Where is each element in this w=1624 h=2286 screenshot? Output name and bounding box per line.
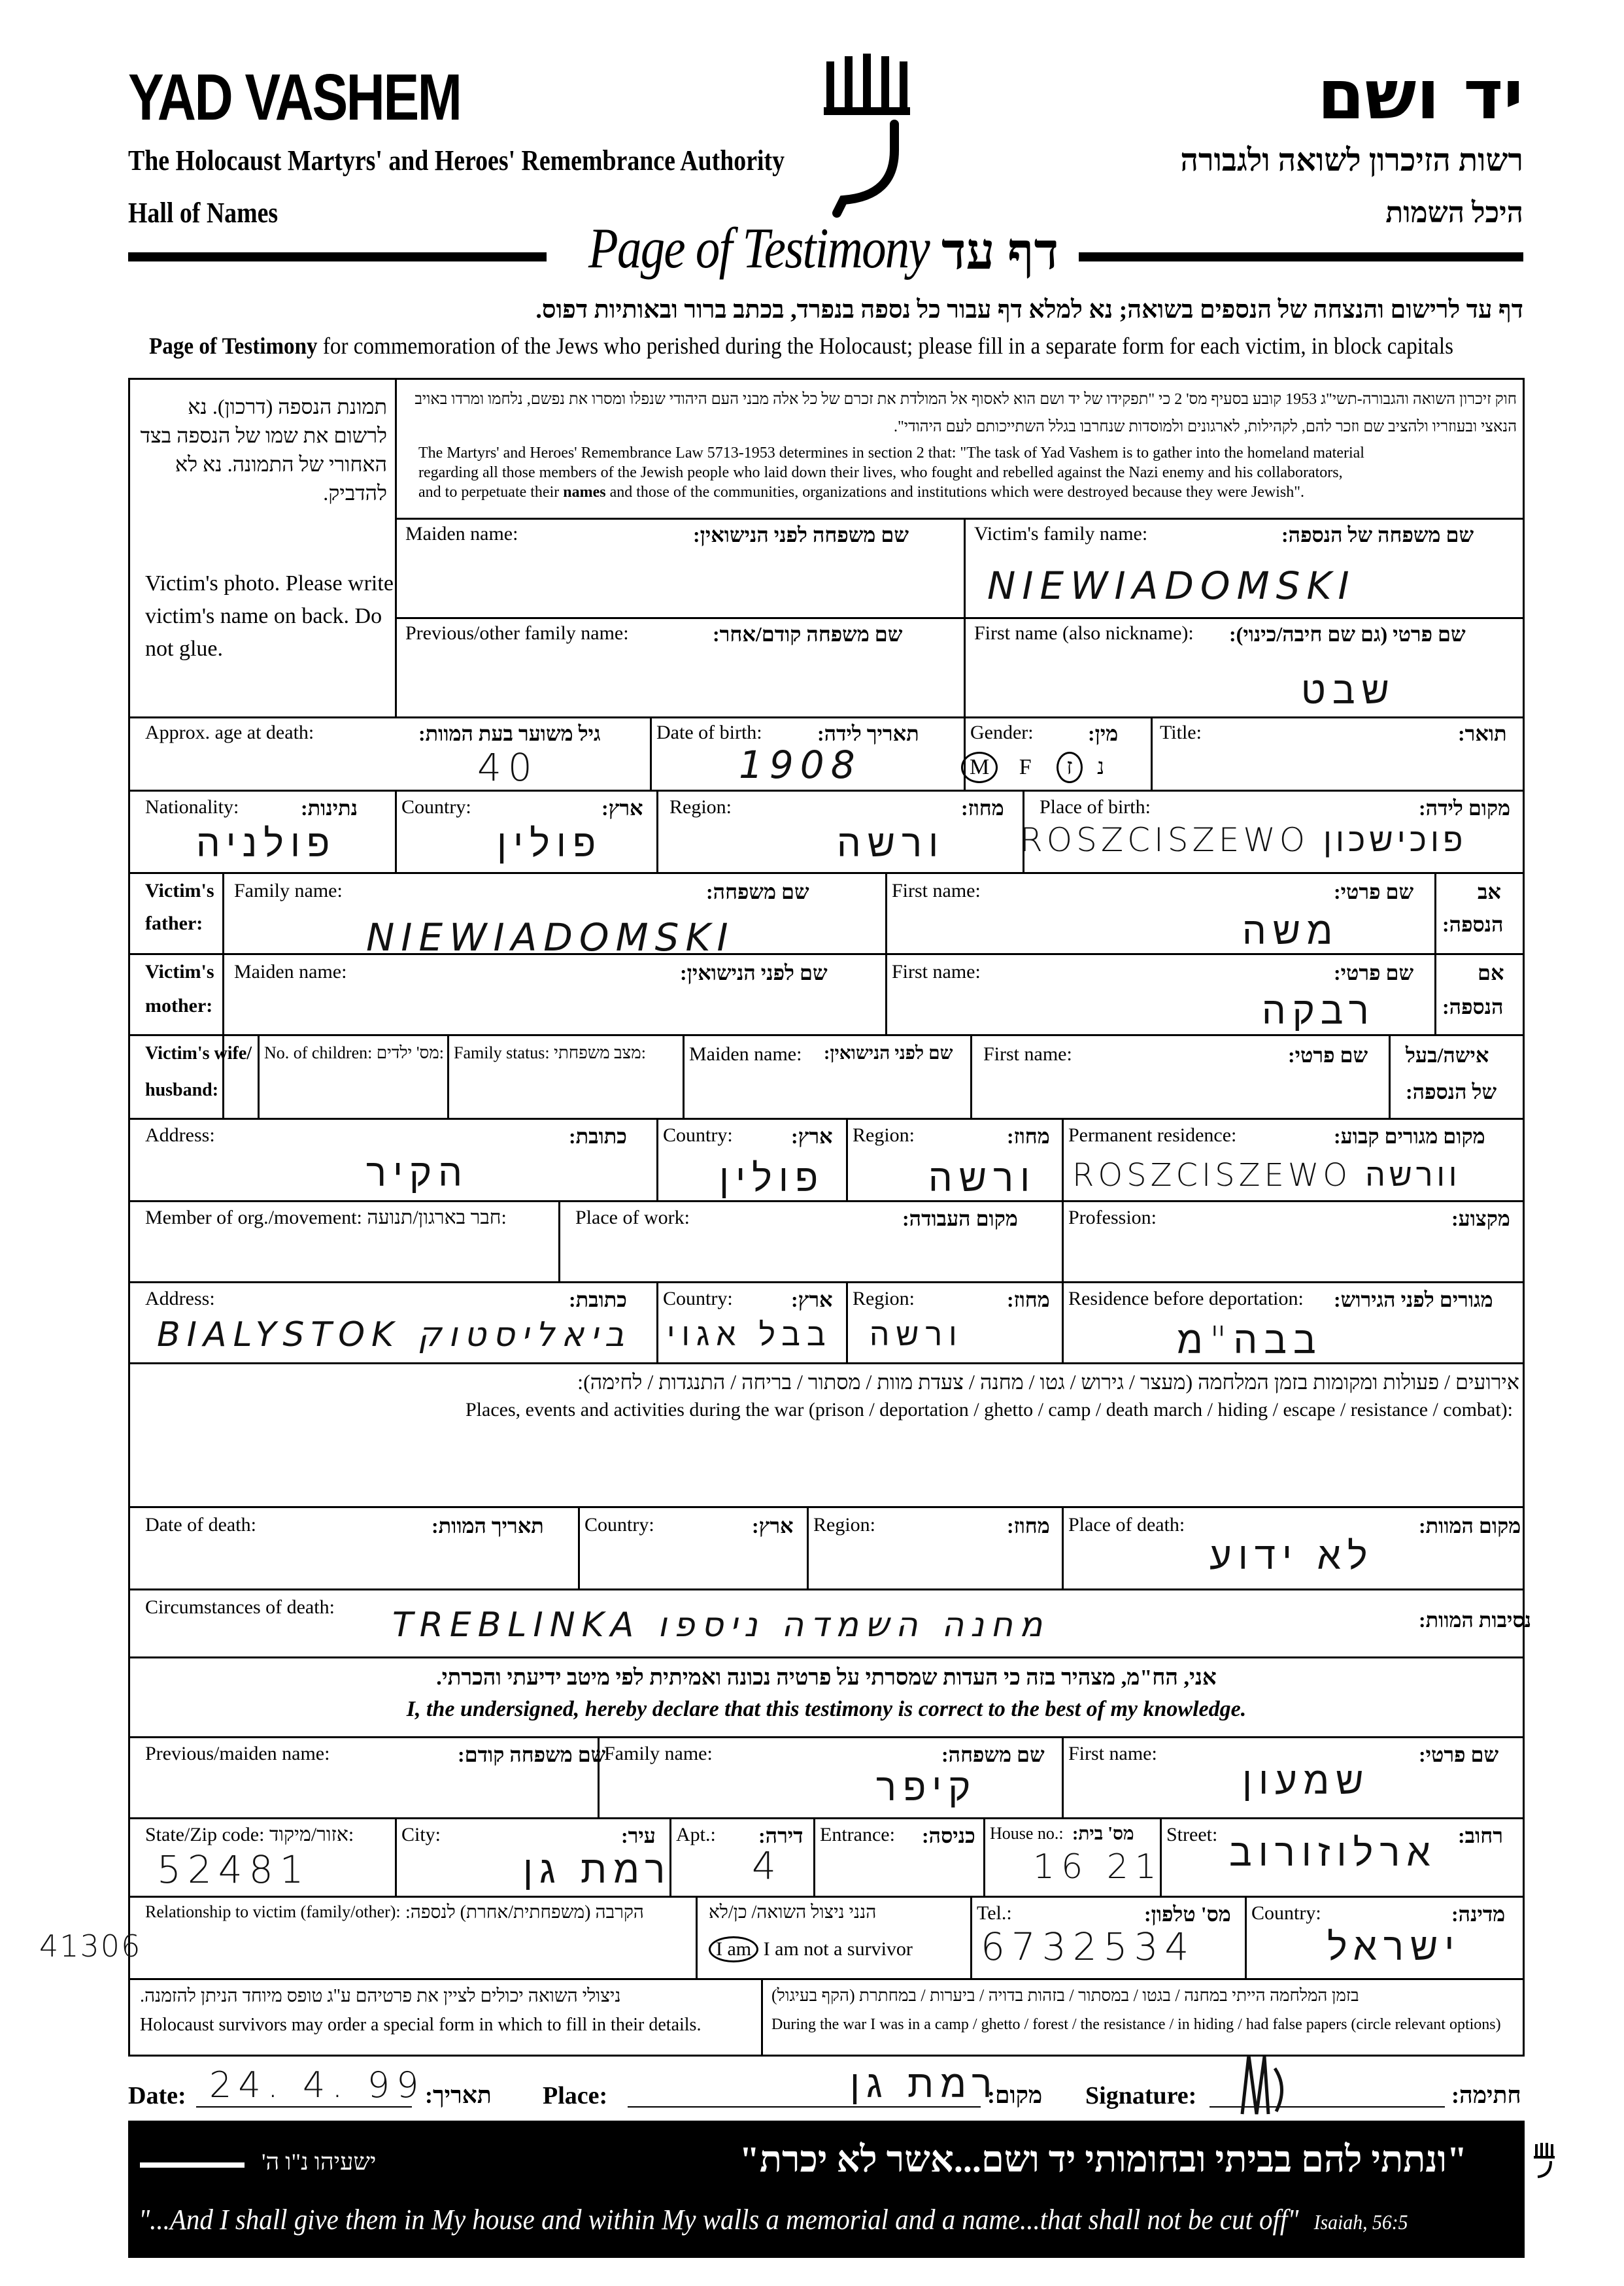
street-value[interactable]: ארלוזורוב [1229, 1830, 1437, 1875]
profession-label: Profession: [1068, 1207, 1157, 1228]
sub-family-value[interactable]: קיפר [876, 1765, 977, 1809]
during-war-en: During the war I was in a camp / ghetto / forest / the resistance / in hiding / had false papers (circle relevant options) [771, 2016, 1501, 2033]
gender-f[interactable]: F [1019, 755, 1032, 779]
during-war-he: בזמן המלחמה הייתי במחנה / בגטו / במסתור / בזהות בדויה / ביערות / במחתרת (הקף בעיגול) [771, 1986, 1359, 2005]
gender-options[interactable] [961, 752, 1104, 783]
sub-first-label: First name: [1068, 1743, 1157, 1764]
law-text-en-1: The Martyrs' and Heroes' Remembrance Law 5713-1953 determines in section 2 that: "The task of Yad Vashem is to gather into the homeland material [418, 445, 1364, 462]
father-first-value[interactable]: משה [1242, 909, 1340, 953]
addr-region-label: Region: [853, 1124, 915, 1146]
previous-family-name-label: Previous/other family name: [405, 622, 629, 644]
yad-vashem-logo [817, 52, 922, 222]
addr-country-label: Country: [663, 1124, 733, 1146]
relationship-label: Relationship to victim (family/other): [145, 1902, 401, 1921]
title-label: Title: [1160, 722, 1202, 743]
law-text-en-3b: names [563, 484, 606, 501]
father-family-value[interactable]: NIEWIADOMSKI [366, 915, 735, 960]
maiden-name-label: Maiden name: [405, 523, 518, 545]
entrance-label: Entrance: [820, 1824, 895, 1845]
age-label-he: גיל משוער בעת המוות: [418, 722, 601, 745]
spouse-first-label: First name: [983, 1043, 1072, 1065]
circ-label-he: נסיבות המוות: [1419, 1608, 1532, 1632]
law-text-he: חוק זיכרון השואה והגבורה-תשי"ג 1953 קובע בסעיף מס' 2 כי "תפקידו של יד ושם הוא לאסוף אל המולדת את זכרם של כל אלה מבני העם היהודי שנפלו ומסרו את נפשם, נלחמו ומרדו באויב הנאצי ובעוזריו ולהציב שם וזכר להם, לקהילות, לארגונים ולמוסדות שנחרבו בגלל השתייכותם לעם היהודי". [414, 391, 1517, 435]
sub-family-label-he: שם משפחה: [941, 1743, 1045, 1766]
victims-father-label-1: Victim's [145, 880, 214, 901]
victim-family-name-label-he: שם משפחה של הנספה: [1281, 523, 1474, 546]
survivor-no[interactable]: I am not a survivor [763, 1938, 913, 1960]
apt-label: Apt.: [676, 1824, 716, 1845]
region-label: Region: [669, 796, 732, 818]
house-label: House no.: [990, 1824, 1064, 1843]
gender-label-he: מין: [1088, 722, 1119, 745]
title-label-he: תואר: [1458, 722, 1507, 745]
res-dep-label: Residence before deportation: [1068, 1288, 1304, 1309]
dod-label-he: תאריך המוות: [431, 1514, 544, 1538]
gender-n[interactable]: נ [1097, 755, 1105, 779]
tel-label-he: מס' טלפון: [1144, 1902, 1231, 1926]
house-label-he: מס' בית: [1072, 1824, 1134, 1844]
father-first-label: First name: [892, 880, 981, 901]
member-label-he: חבר בארגון/תנועה: [367, 1207, 507, 1228]
house-value[interactable]: 16 21 [1033, 1847, 1163, 1887]
footer-quote-he: "ונתתי להם בביתי ובחומותי יד ושם...אשר לא יכרת" [739, 2140, 1467, 2180]
perm-res-label: Permanent residence: [1068, 1124, 1237, 1146]
father-first-label-he: שם פרטי: [1334, 880, 1414, 903]
addr-region-value[interactable]: ורשה [928, 1156, 1037, 1200]
nationality-label-he: נתינות: [301, 796, 358, 820]
pob-label: Place of birth: [1040, 796, 1151, 818]
footer-cite-he: ישעיהו נ"ו ה' [262, 2149, 377, 2175]
dep-country-label-he: ארץ: [791, 1288, 833, 1311]
res-dep-value[interactable]: בבה"מ [1177, 1318, 1323, 1362]
region-label-he: מחוז: [961, 796, 1004, 820]
death-country-label-he: ארץ: [752, 1514, 794, 1538]
city-value[interactable]: רמת גן [523, 1847, 672, 1892]
places-label-he: אירועים / פעולות ומקומות בזמן המלחמה (מעצר / גירוש / גטו / מחנה / צעדת מוות / מסתור / בריחה / התנגדות / לחימה): [577, 1370, 1519, 1394]
mother-first-value[interactable]: רבקה [1262, 988, 1376, 1033]
spouse-first-label-he: שם פרטי: [1288, 1043, 1368, 1067]
signature-label-he: חתימה: [1451, 2082, 1521, 2108]
city-label-he: עיר: [621, 1824, 656, 1847]
victim-family-name-value[interactable]: NIEWIADOMSKI [987, 563, 1356, 608]
form-title-he: דף עד [941, 223, 1059, 280]
date-label: Date: [128, 2082, 186, 2110]
gender-m[interactable]: M [961, 752, 998, 783]
spouse-label-he-2: של הנספה: [1406, 1080, 1497, 1103]
date-value[interactable]: 24. 4. 99 [209, 2064, 426, 2106]
city-label: City: [401, 1824, 441, 1845]
address-label-he: כתובת: [569, 1124, 627, 1148]
instructions-en-bold: Page of Testimony [149, 333, 318, 359]
country-sub-label: Country: [1251, 1902, 1321, 1924]
sub-first-value[interactable]: שמעון [1242, 1758, 1370, 1803]
country-value[interactable]: פולין [497, 821, 603, 866]
date-label-he: תאריך: [425, 2082, 492, 2108]
tel-label: Tel.: [977, 1902, 1012, 1924]
family-status-label [454, 1043, 646, 1063]
member-label-en: Member of org./movement: [145, 1207, 362, 1228]
zip-value[interactable]: 52481 [157, 1847, 311, 1892]
prev-maiden-label-he: שם משפחה קודם: [458, 1743, 606, 1766]
photo-instructions-en: Victim's photo. Please write victim's name on back. Do not glue. [145, 571, 394, 661]
victims-mother-label-he-1: אם [1478, 961, 1504, 984]
dob-label: Date of birth: [656, 722, 762, 743]
previous-family-name-label-he: שם משפחה קודם/אחר: [713, 622, 903, 646]
circ-label: Circumstances of death: [145, 1596, 335, 1618]
hall-of-names-en: Hall of Names [128, 197, 279, 229]
spouse-maiden-label: Maiden name: [689, 1043, 802, 1065]
survivor-yes[interactable]: I am [709, 1936, 758, 1962]
spouse-maiden-label-he: שם לפני הנישואין: [824, 1043, 953, 1064]
death-region-label: Region: [813, 1514, 875, 1536]
zip-label-en: State/Zip code: [145, 1824, 265, 1845]
work-label: Place of work: [575, 1207, 690, 1228]
addr-country-label-he: ארץ: [791, 1124, 833, 1148]
spouse-label-1: Victim's wife/ [145, 1043, 252, 1064]
footer-quote-en-text: "...And I shall give them in My house and within My walls a memorial and a name...that shall not be cut off" [139, 2204, 1299, 2236]
maiden-name-field[interactable] [405, 549, 955, 612]
nationality-value[interactable]: פולניה [196, 821, 337, 866]
org-name-en: YAD VASHEM [128, 61, 461, 134]
spouse-label-he-1: אישה/בעל [1406, 1043, 1489, 1067]
work-label-he: מקום העבודה: [902, 1207, 1018, 1230]
children-label-he: מס' ילדים: [376, 1043, 444, 1062]
instructions-he: דף עד לרישום והנצחה של הנספים בשואה; נא למלא דף עבור כל נספה בנפרד, בכתב ברור ובאותיות דפוס. [535, 296, 1523, 324]
circ-value[interactable]: TREBLINKA מחנה השמדה ניספו [392, 1605, 1049, 1645]
first-name-label: First name (also nickname): [974, 622, 1194, 644]
declaration-he: אני, הח"מ, מצהיר בזה כי העדות שמסרתי על פרטיה נכונה ואמיתית לפי מיטב ידיעתי והכרתי. [436, 1666, 1217, 1690]
declaration-en: I, the undersigned, hereby declare that this testimony is correct to the best of my knowledge. [406, 1697, 1247, 1721]
footer-logo-icon [1532, 2142, 1559, 2181]
footer-cite-en: Isaiah, 56:5 [1313, 2210, 1408, 2234]
addr-country-value[interactable]: פולין [719, 1156, 825, 1200]
first-name-label-he: שם פרטי (גם שם חיבה/כינוי): [1229, 622, 1466, 646]
family-status-label-he: מצב משפחתי: [554, 1043, 646, 1062]
instructions-en [149, 332, 1453, 360]
dep-region-label-he: מחוז: [1007, 1288, 1050, 1311]
address-label: Address: [145, 1124, 215, 1146]
signature-mark [1229, 2049, 1308, 2121]
zip-label [145, 1824, 354, 1846]
apt-value[interactable]: 4 [752, 1843, 783, 1888]
dob-value[interactable]: 1908 [739, 743, 862, 787]
place-label-he: מקום: [987, 2082, 1043, 2108]
places-label-en: Places, events and activities during the war (prison / deportation / ghetto / camp / death march / hiding / escape / resistance / combat): [465, 1399, 1513, 1420]
pob-label-he: מקום לידה: [1419, 796, 1511, 820]
victim-family-name-label: Victim's family name: [974, 523, 1148, 545]
instructions-en-text: for commemoration of the Jews who perished during the Holocaust; please fill in a separate form for each victim, in block capitals [322, 333, 1453, 359]
footer-rule-left [140, 2162, 245, 2168]
mother-maiden-label-he: שם לפני הנישואין: [680, 961, 828, 984]
law-text-en-3c: and those of the communities, organizations and institutions which were destroyed because they were Jewish". [605, 484, 1305, 501]
first-name-value[interactable]: שבט [1301, 668, 1396, 713]
profession-label-he: מקצוע: [1451, 1207, 1510, 1230]
addr-region-label-he: מחוז: [1007, 1124, 1050, 1148]
form-title-en: Page of Testimony [588, 217, 929, 280]
sub-first-label-he: שם פרטי: [1419, 1743, 1499, 1766]
region-value[interactable]: ורשה [837, 821, 945, 866]
perm-res-value[interactable]: ROSZCISZEWO וורשה [1072, 1157, 1461, 1194]
dep-country-label: Country: [663, 1288, 733, 1309]
tel-value[interactable]: 6732534 [981, 1925, 1196, 1969]
dep-address-value[interactable]: BIALYSTOK ביאליסטוק [157, 1315, 631, 1354]
footer-quote-en [139, 2203, 1408, 2236]
dep-region-label: Region: [853, 1288, 915, 1309]
entrance-label-he: כניסה: [922, 1824, 975, 1847]
org-subtitle-en: The Holocaust Martyrs' and Heroes' Remembrance Authority [128, 144, 785, 176]
previous-family-name-field[interactable] [405, 648, 955, 711]
pod-label-he: מקום המוות: [1419, 1514, 1521, 1538]
survivor-label-he: הנני ניצול השואה/ כן/לא [709, 1902, 877, 1923]
special-form-he: ניצולי השואה יכולים לציין את פרטיהם ע"ג טופס מיוחד הניתן להזמנה. [140, 1986, 621, 2006]
age-label: Approx. age at death: [145, 722, 314, 743]
street-label-he: רחוב: [1458, 1824, 1503, 1847]
pod-value[interactable]: לא ידוע [1210, 1534, 1374, 1578]
country-sub-label-he: מדינה: [1451, 1902, 1506, 1926]
perm-res-label-he: מקום מגורים קבוע: [1334, 1124, 1485, 1148]
family-status-label-en: Family status: [454, 1043, 550, 1062]
dep-address-label-he: כתובת: [569, 1288, 627, 1311]
org-name-he: יד ושם [1317, 55, 1523, 135]
age-value[interactable]: 40 [477, 745, 539, 790]
address-value[interactable]: הקיר [366, 1151, 469, 1195]
photo-instructions-he: תמונת הנספה (דרכון). נא לרשום את שמו של הנספה בצד האחורי של התמונה. נא לא להדביק. [140, 395, 387, 505]
header-rule-right [1079, 252, 1523, 261]
gender-z[interactable]: ז [1057, 752, 1082, 783]
pod-label: Place of death: [1068, 1514, 1185, 1536]
margin-number: 41306 [39, 1928, 142, 1964]
member-label [145, 1207, 507, 1229]
maiden-name-label-he: שם משפחה לפני הנישואין: [693, 523, 909, 546]
zip-label-he: אזור/מיקוד: [269, 1824, 354, 1845]
dep-address-label: Address: [145, 1288, 215, 1309]
victims-mother-label-2: mother: [145, 995, 213, 1017]
places-field[interactable] [137, 1432, 1517, 1497]
law-text-en-2: regarding all those members of the Jewish people who laid down their lives, who fought and rebelled against the Nazi enemy and his collaborators, [418, 464, 1343, 481]
children-label [264, 1043, 444, 1063]
death-country-label: Country: [584, 1514, 654, 1536]
gender-label: Gender: [970, 722, 1034, 743]
header-rule-left [128, 252, 547, 261]
victims-mother-label-1: Victim's [145, 961, 214, 983]
place-value[interactable]: רמת גן [850, 2062, 999, 2106]
dep-country-value[interactable]: בבל אגוי [667, 1317, 832, 1353]
dep-region-value[interactable]: ורשה [870, 1317, 964, 1353]
mother-first-label-he: שם פרטי: [1334, 961, 1414, 984]
hall-of-names-he: היכל השמות [1385, 197, 1523, 229]
mother-maiden-label: Maiden name: [234, 961, 347, 983]
victims-mother-label-he-2: הנספה: [1442, 995, 1504, 1018]
victims-father-label-2: father: [145, 913, 203, 934]
street-label: Street: [1166, 1824, 1218, 1845]
victims-father-label-he-1: אב [1478, 880, 1501, 903]
special-form-en: Holocaust survivors may order a special form in which to fill in their details. [140, 2015, 702, 2035]
law-text-en-3a: and to perpetuate their [418, 484, 564, 501]
father-family-label: Family name: [234, 880, 343, 901]
nationality-label: Nationality: [145, 796, 239, 818]
victims-father-label-he-2: הנספה: [1442, 913, 1504, 936]
survivor-options[interactable] [709, 1936, 913, 1962]
sub-family-label: Family name: [604, 1743, 713, 1764]
country-label: Country: [401, 796, 471, 818]
place-label: Place: [543, 2082, 608, 2110]
spouse-label-2: husband: [145, 1080, 219, 1100]
mother-first-label: First name: [892, 961, 981, 983]
signature-label: Signature: [1085, 2082, 1197, 2110]
apt-label-he: דירה: [758, 1824, 804, 1847]
org-subtitle-he: רשות הזיכרון לשואה ולגבורה [1180, 143, 1523, 178]
pob-value[interactable]: ROSZCISZEWO פוכישכון [1020, 821, 1467, 859]
country-label-he: ארץ: [601, 796, 643, 820]
relationship-label-he: הקרבה (משפחתית/אחרת) לנספה: [405, 1902, 644, 1923]
country-sub-value[interactable]: ישראל [1327, 1925, 1461, 1969]
law-text-en-3 [418, 484, 1304, 501]
dob-label-he: תאריך לידה: [817, 722, 919, 745]
dod-label: Date of death: [145, 1514, 256, 1536]
res-dep-label-he: מגורים לפני הגירוש: [1334, 1288, 1493, 1311]
death-region-label-he: מחוז: [1007, 1514, 1050, 1538]
children-label-en: No. of children: [264, 1043, 373, 1062]
prev-maiden-label: Previous/maiden name: [145, 1743, 330, 1764]
father-family-label-he: שם משפחה: [706, 880, 809, 903]
